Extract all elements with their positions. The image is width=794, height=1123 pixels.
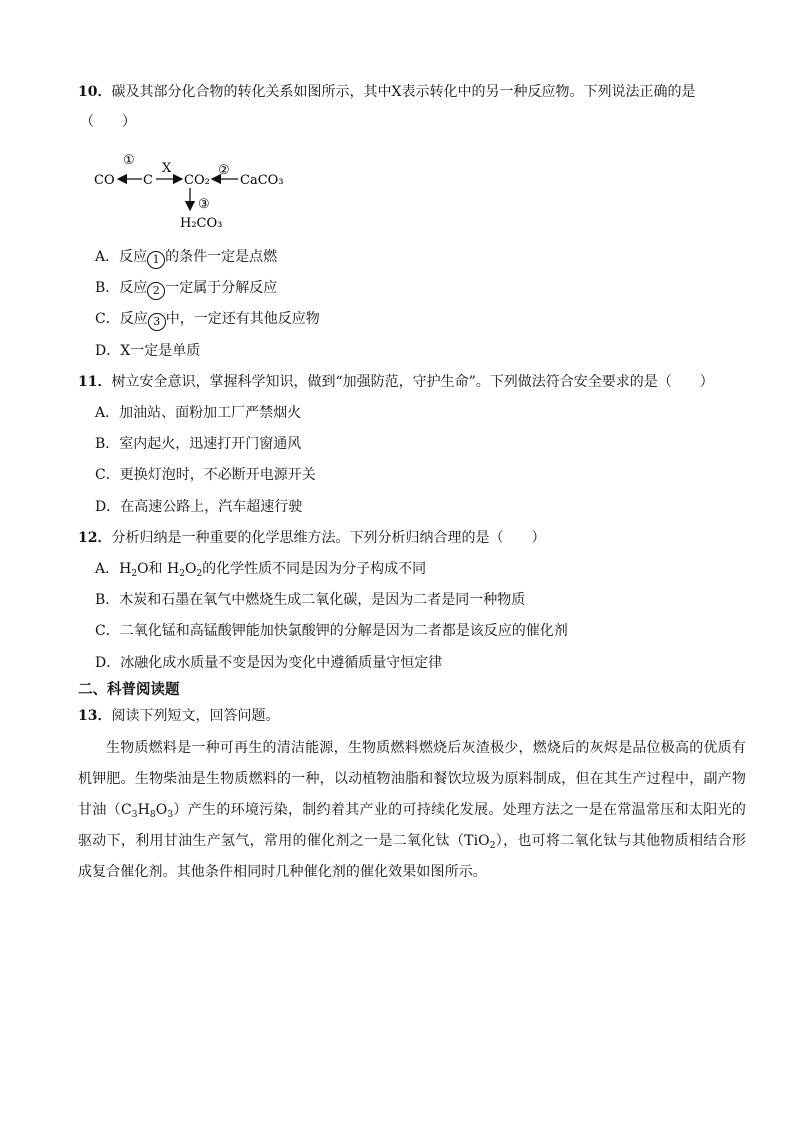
diagram-mark-1: ① [123, 153, 135, 168]
q12-number: 12． [78, 530, 112, 546]
diagram-co2: CO₂ [184, 173, 210, 188]
q10-option-b[interactable]: B．反应 2 一定属于分解反应 [95, 278, 277, 300]
q10-number: 10． [78, 84, 112, 100]
diagram-mark-3: ③ [198, 197, 210, 212]
q10-option-a[interactable]: A．反应 1 的条件一定是点燃 [95, 247, 277, 269]
circled-number-3: 3 [148, 313, 166, 331]
section-heading: 二、科普阅读题 [78, 681, 180, 698]
q10-answer-paren: （ ） [80, 114, 136, 130]
glycerol-formula: $C_3H_8O_3$ [120, 802, 174, 820]
diagram-c: C [143, 173, 153, 188]
q10-text: 碳及其部分化合物的转化关系如图所示，其中X表示转化中的另一种反应物。下列说法正确的是 [111, 84, 696, 100]
q12-option-c[interactable]: C．二氧化锰和高锰酸钾能加快氯酸钾的分解是因为二者都是该反应的催化剂 [95, 623, 568, 639]
q11-option-d[interactable]: D．在高速公路上，汽车超速行驶 [95, 499, 303, 515]
q10-option-d[interactable]: D．X一定是单质 [95, 343, 201, 359]
carbon-conversion-diagram [90, 150, 300, 235]
diagram-h2co3: H₂CO₃ [180, 216, 223, 231]
q11-stem [78, 372, 714, 392]
q12-stem [78, 528, 545, 548]
q10-stem [78, 82, 695, 102]
q10-option-c[interactable]: C．反应 3 中，一定还有其他反应物 [95, 309, 320, 331]
q11-option-c[interactable]: C．更换灯泡时，不必断开电源开关 [95, 467, 316, 483]
q12-option-b[interactable]: B．木炭和石墨在氧气中燃烧生成二氧化碳，是因为二者是同一种物质 [95, 592, 526, 608]
tio2-formula: TiO$_2$ [464, 833, 496, 851]
q12-option-d[interactable]: D．冰融化成水质量不变是因为变化中遵循质量守恒定律 [95, 655, 443, 671]
q13-text: 阅读下列短文，回答问题。 [111, 708, 280, 724]
q12-text: 分析归纳是一种重要的化学思维方法。下列分析归纳合理的是（ ） [111, 530, 546, 546]
q13-stem [78, 706, 279, 726]
circled-number-1: 1 [147, 251, 165, 269]
diagram-mark-2: ② [218, 163, 230, 178]
q11-number: 11． [78, 374, 112, 390]
diagram-caco3: CaCO₃ [240, 173, 284, 188]
circled-number-2: 2 [147, 282, 165, 300]
q13-passage: 生物质燃料是一种可再生的清洁能源，生物质燃料燃烧后灰渣极少，燃烧后的灰烬是品位极高的优质有机钾肥。生物柴油是生物质燃料的一种，以动植物油脂和餐饮垃圾为原料制成，但在其生产过程中，副产物甘油$(C_3H_8O_3)$产生的环境污染，制约着其产业的可持续化发展。处理方法之一是在常温常压和太阳光的驱动下，利用甘油生产氢气，常用的催化剂之一是二氧化钛（TiO$_2$），也可将二氧化钛与其他物质相结合形成复合催化剂。其他条件相同时几种催化剂的催化效果如图所示。 [78, 740, 746, 880]
q11-option-b[interactable]: B．室内起火，迅速打开门窗通风 [95, 436, 302, 452]
diagram-x: X [162, 161, 172, 176]
q11-text: 树立安全意识，掌握科学知识，做到“加强防范，守护生命”。下列做法符合安全要求的是（ ） [111, 374, 714, 390]
diagram-co: CO [94, 173, 115, 188]
q11-option-a[interactable]: A．加油站、面粉加工厂严禁烟火 [95, 405, 302, 421]
q12-option-a[interactable]: A．$H_2O$和 $H_2O_2$的化学性质不同是因为分子构成不同 [95, 561, 427, 579]
q13-number: 13． [78, 708, 112, 724]
